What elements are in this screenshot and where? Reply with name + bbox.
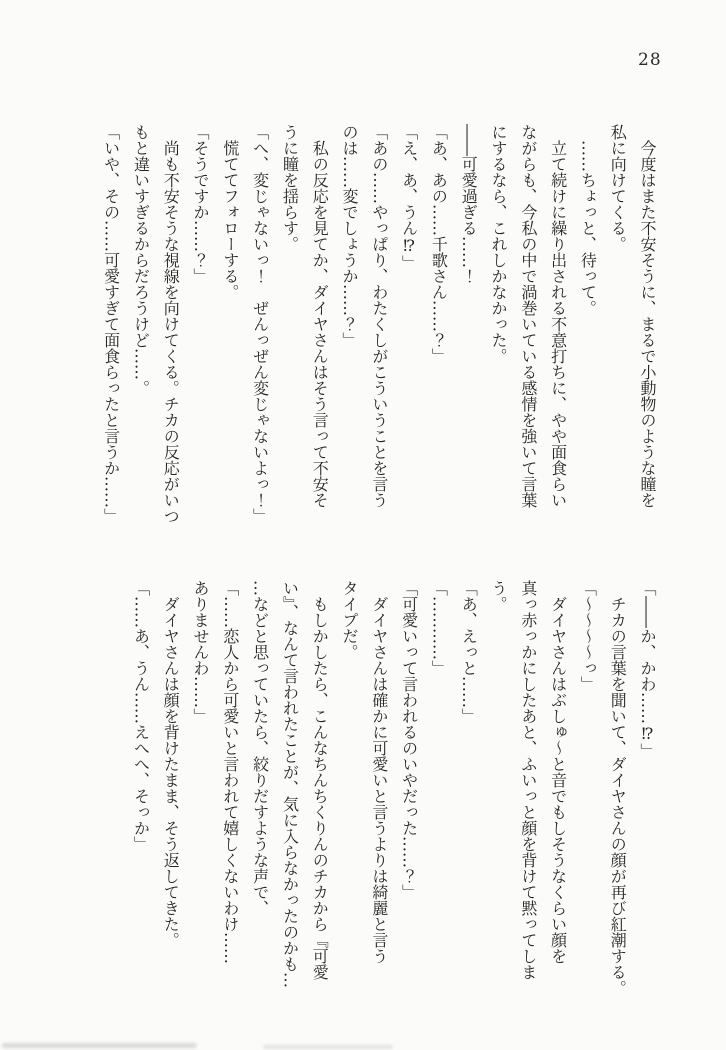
text-line-17: 尚も不安そうな視線を向けてくる。チカの反応がいつ — [161, 140, 181, 524]
text-line-9: 「可愛いって言われるのいやだった……？」 — [399, 580, 419, 900]
text-line-13: うに瞳を揺らす。 — [280, 124, 300, 252]
text-line-14: …などと思っていたら、絞りだすような声で、 — [250, 580, 270, 916]
text-line-12: 私の反応を見てか、ダイヤさんはそう言って不安そ — [310, 140, 330, 508]
text-line-8: 「…………」 — [429, 580, 449, 676]
text-line-9: 「え、あ、うん⁉」 — [399, 124, 419, 271]
text-line-19: 「いや、その……可愛すぎて面食らったと言うか……」 — [101, 124, 121, 524]
text-line-1: 今度はまた不安そうに、まるで小動物のような瞳を — [638, 140, 657, 508]
text-line-7: ――可愛過ぎる……！ — [459, 124, 479, 284]
text-line-2: チカの言葉を聞いて、ダイヤさんの顔が再び紅潮する。 — [608, 596, 628, 996]
text-line-11: タイプだ。 — [340, 580, 360, 660]
text-line-7: 「あ、えっと……」 — [459, 580, 479, 724]
scan-smudge — [263, 1045, 393, 1049]
text-block-top — [95, 124, 662, 546]
text-line-1: 「――か、かわ……⁉」 — [638, 580, 657, 759]
text-line-5: ながらも、今私の中で渦巻いている感情を強いて言葉 — [518, 124, 538, 508]
text-line-16: 「そうですか……？」 — [191, 124, 211, 284]
text-line-11: のは……変でしょうか……？」 — [340, 124, 360, 348]
text-line-5: 真っ赤っかにしたあと、ふいっと顔を背けて黙ってしま — [518, 580, 538, 980]
text-line-3: ……ちょっと、待って。 — [578, 140, 598, 316]
text-line-16: ありませんわ……」 — [191, 580, 211, 724]
text-line-18: 「……あ、うん……えへへ、そっか」 — [131, 580, 151, 852]
text-line-15: 「……恋人から可愛いと言われて嬉しくないわけ…… — [220, 580, 240, 964]
text-line-14: 「へ、変じゃないっ！ ぜんっぜん変じゃないよっ！」 — [250, 124, 270, 524]
text-line-8: 「あ、あの……千歌さん……？」 — [429, 124, 449, 364]
text-line-17: ダイヤさんは顔を背けたまま、そう返してきた。 — [161, 596, 181, 948]
text-line-4: 立て続けに繰り出される不意打ちに、やや面食らい — [548, 140, 568, 508]
page-number: 28 — [638, 50, 662, 70]
text-line-18: もと違いすぎるからだろうけど……。 — [131, 124, 151, 396]
text-line-10: ダイヤさんは確かに可愛いと言うよりは綺麗と言う — [369, 596, 389, 964]
text-line-2: 私に向けてくる。 — [608, 124, 628, 252]
text-line-13: い』、なんて言われたことが、気に入らなかったのかも… — [280, 580, 300, 988]
text-line-3: 「〜〜〜〜っ」 — [578, 580, 598, 692]
text-line-10: 「あの……やっぱり、わたくしがこういうことを言う — [369, 124, 389, 508]
text-line-15: 慌ててフォローする。 — [220, 140, 240, 300]
text-line-6: う。 — [489, 580, 509, 612]
text-block-bottom — [125, 580, 662, 1002]
text-line-12: もしかしたら、こんなちんちくりんのチカから『可愛 — [310, 596, 330, 980]
scan-smudge — [2, 1043, 197, 1048]
text-line-4: ダイヤさんはぶしゅ〜と音でもしそうなくらい顔を — [548, 596, 568, 964]
text-line-6: にするなら、これしかなかった。 — [489, 124, 509, 364]
